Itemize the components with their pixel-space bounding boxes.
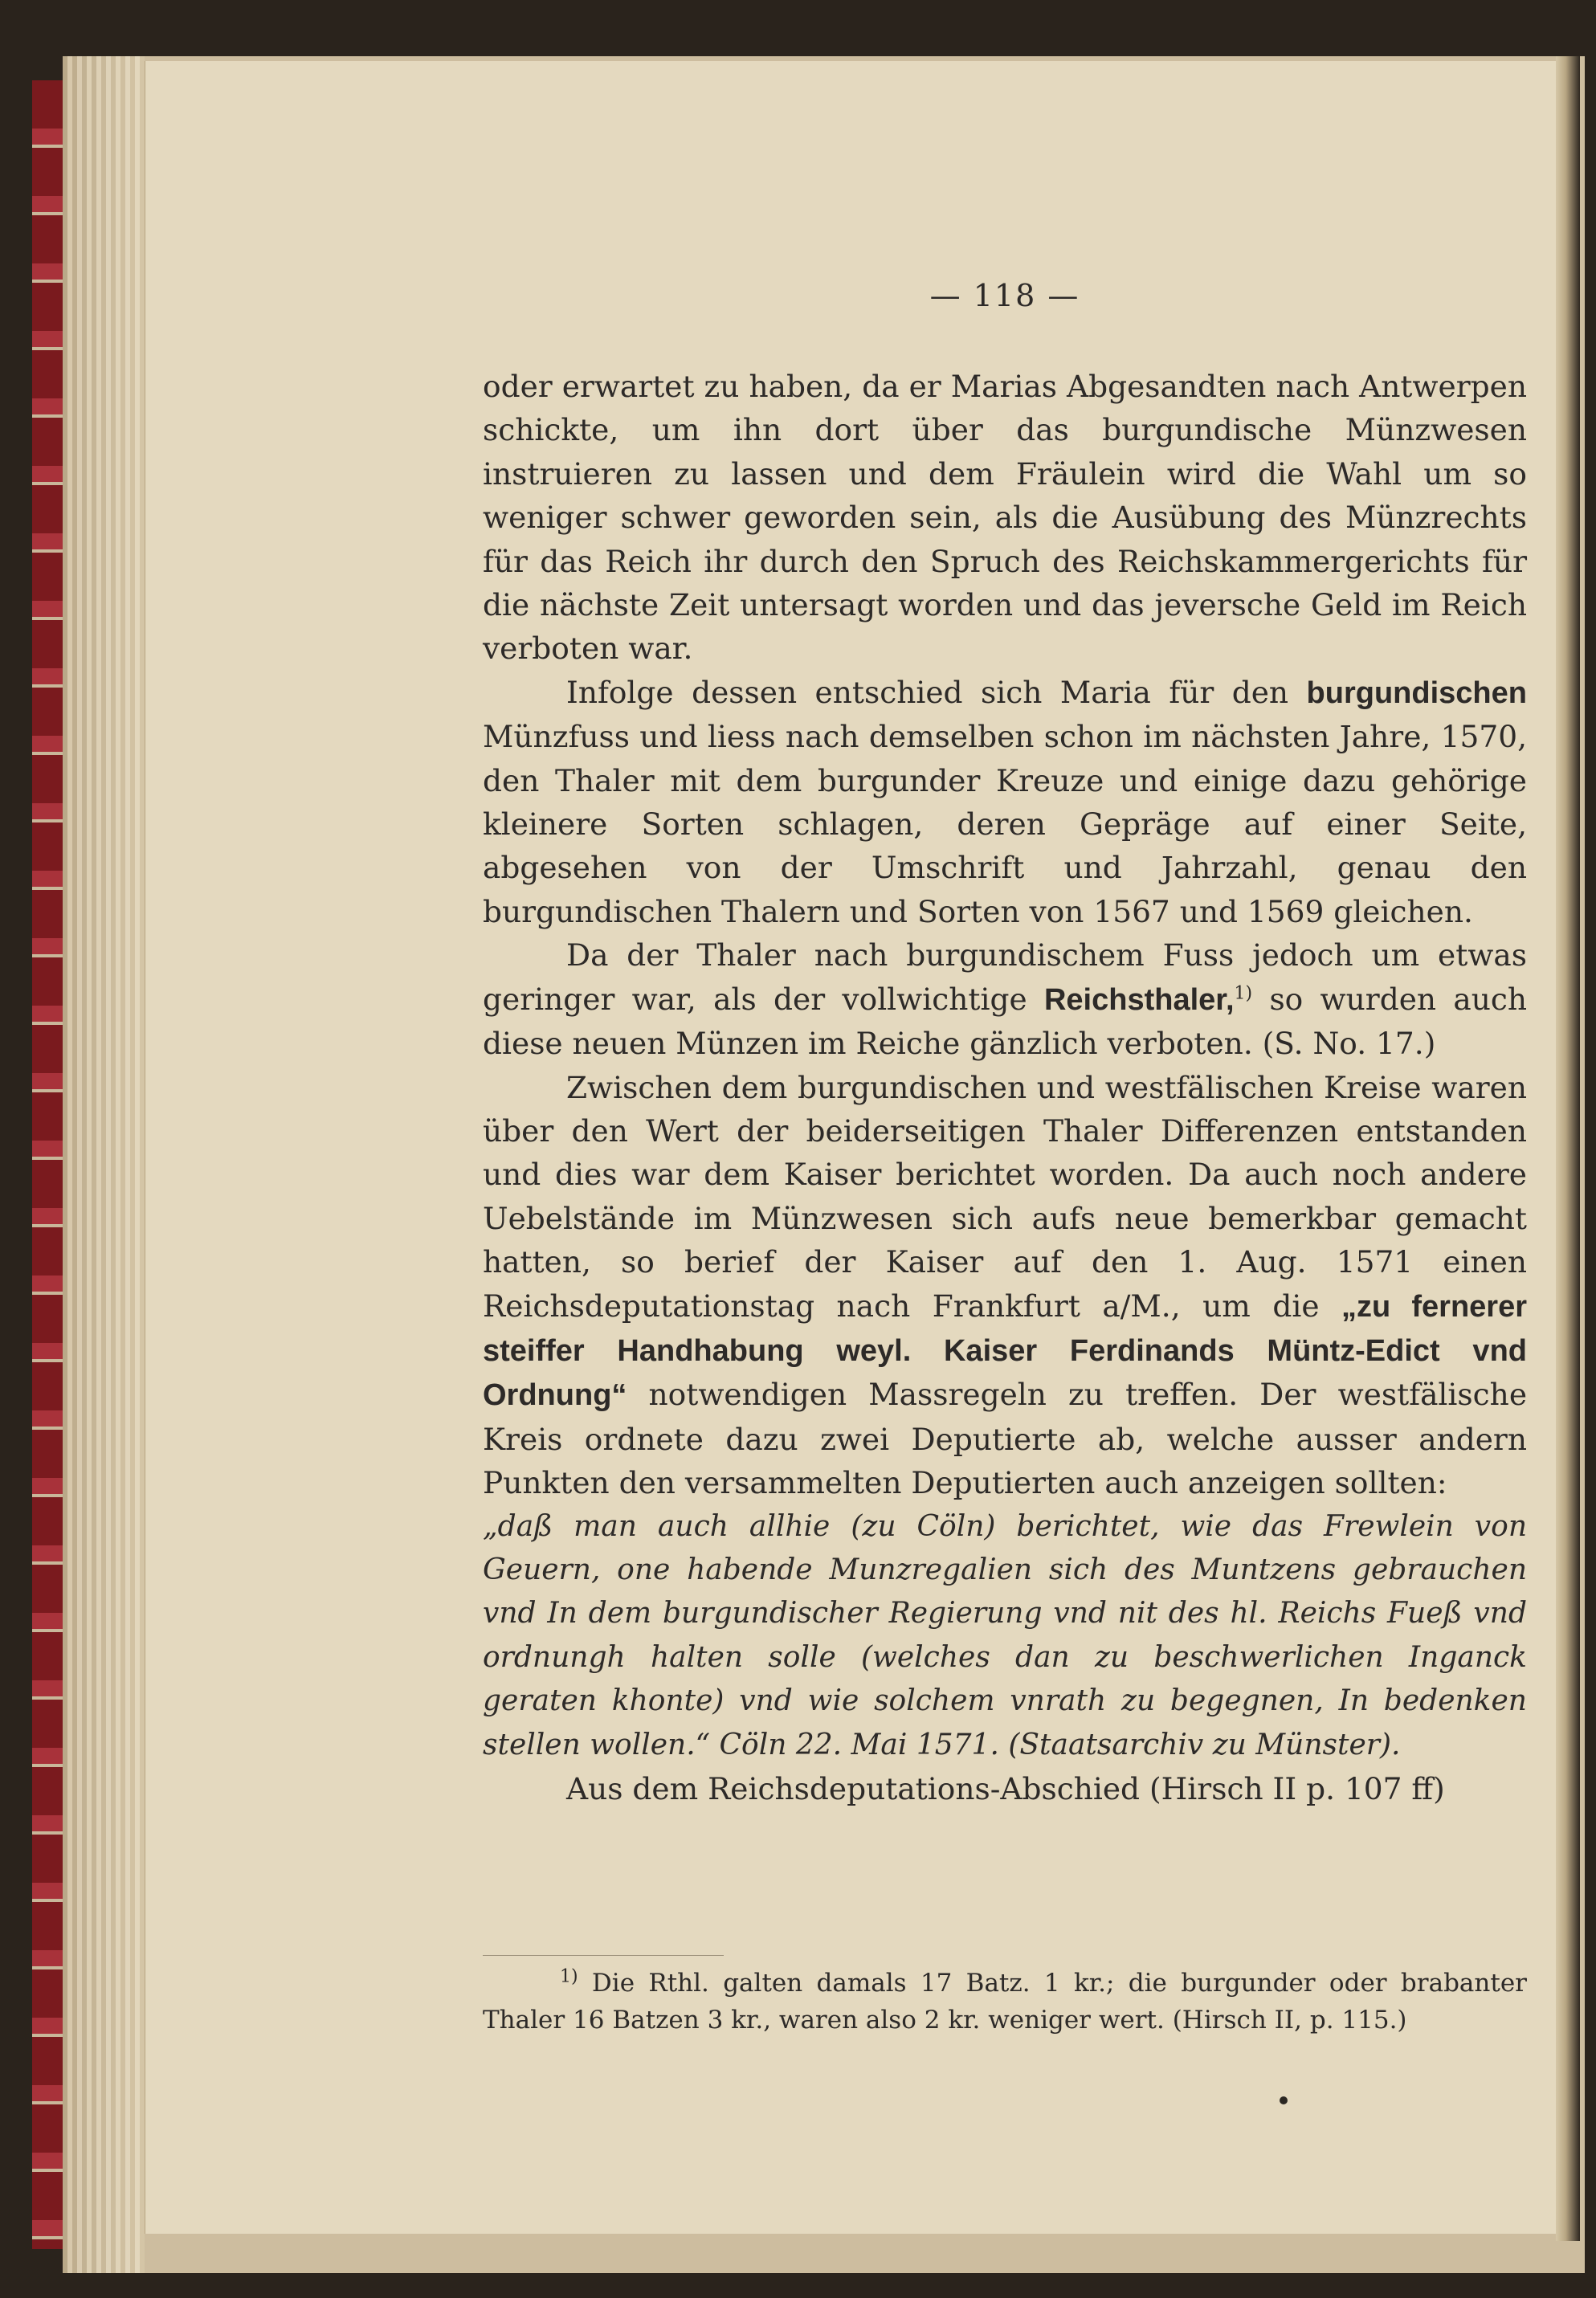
paragraph-2-end: Münzfuss und liess nach demselben schon im nächsten Jahre, 1570, den Thaler mit dem burgunder Kreuze und einige dazu gehörige kleinere Sorten schlagen, deren Gepräge auf einer Seite, abgesehen von der Umschrift und Jahrzahl, genau den burgundischen Thalern und Sorten von 1567 und 1569 gleichen. (483, 719, 1527, 929)
bold-term-burgundischen: burgundischen (1306, 676, 1527, 710)
body-text (483, 365, 1527, 1810)
paragraph-3-end: so wurden auch diese neuen Münzen im Reiche gänzlich verboten. (S. No. 17.) (483, 981, 1528, 1062)
paragraph-3-start: Da der Thaler nach burgundischem Fuss jedoch um etwas geringer war, als der vollwichtige (483, 937, 1527, 1017)
bold-quote-edict: „zu fernerer steiffer Handhabung weyl. Kaiser Ferdinands Müntz-Edict vnd Ordnung“ (483, 1289, 1528, 1413)
ink-speck (1280, 2096, 1288, 2104)
footnote-divider (483, 1955, 724, 1956)
paragraph-4-end: notwendigen Massregeln zu treffen. Der westfälische Kreis ordnete dazu zwei Deputierte ab, welche ausser andern Punkten den versammelten Deputierten auch anzeigen sollten: (483, 1377, 1528, 1501)
book-spine-edge (32, 80, 65, 2249)
paragraph-2 (483, 671, 1527, 933)
paragraph-1: oder erwartet zu haben, da er Marias Abgesandten nach Antwerpen schickte, um ihn dort über das burgundische Münzwesen instruieren zu lassen und dem Fräulein wird die Wahl um so weniger schwer geworden sein, als die Ausübung des Münzrechts für das Reich ihr durch den Spruch des Reichskammergerichts für die nächste Zeit untersagt worden und das jeversche Geld im Reich verboten war. (483, 369, 1527, 667)
footnote (483, 1965, 1527, 2039)
footnote-ref: 1) (1234, 983, 1253, 1004)
bold-term-reichsthaler: Reichsthaler, (1043, 982, 1235, 1017)
page-number: — 118 — (929, 278, 1080, 313)
footnote-marker: 1) (560, 1966, 578, 1987)
paragraph-2-start: Infolge dessen entschied sich Maria für den (566, 674, 1289, 710)
paragraph-4 (483, 1066, 1527, 1505)
footnote-text: Die Rthl. galten damals 17 Batz. 1 kr.; die burgunder oder brabanter Thaler 16 Batzen 3 kr., waren also 2 kr. weniger wert. (Hirsch II, p. 115.) (483, 1969, 1527, 2035)
fraktur-quotation: „daß man auch allhie (zu Cöln) berichtet, wie das Frewlein von Geuern, one habende Munzregalien sich des Muntzens gebrauchen vnd In dem burgundischer Regierung vnd nit des hl. Reichs Fueß vnd ordnungh halten solle (welches dan zu beschwerlichen Inganck geraten khonte) vnd wie solchem vnrath zu begegnen, In bedenken stellen wollen.“ Cöln 22. Mai 1571. (Staatsarchiv zu Münster). (483, 1509, 1527, 1761)
paragraph-5: Aus dem Reichsdeputations-Abschied (Hirsch II p. 107 ff) (566, 1771, 1445, 1806)
paragraph-3 (483, 933, 1527, 1065)
paragraph-4-start: Zwischen dem burgundischen und westfälischen Kreise waren über den Wert der beiderseitigen Thaler Differenzen entstanden und dies war dem Kaiser berichtet worden. Da auch noch andere Uebelstände im Münzwesen sich aufs neue bemerkbar gemacht hatten, so berief der Kaiser auf den 1. Aug. 1571 einen Reichsdeputationstag nach Frankfurt a/M., um die (483, 1069, 1527, 1324)
book-page (145, 61, 1567, 2234)
